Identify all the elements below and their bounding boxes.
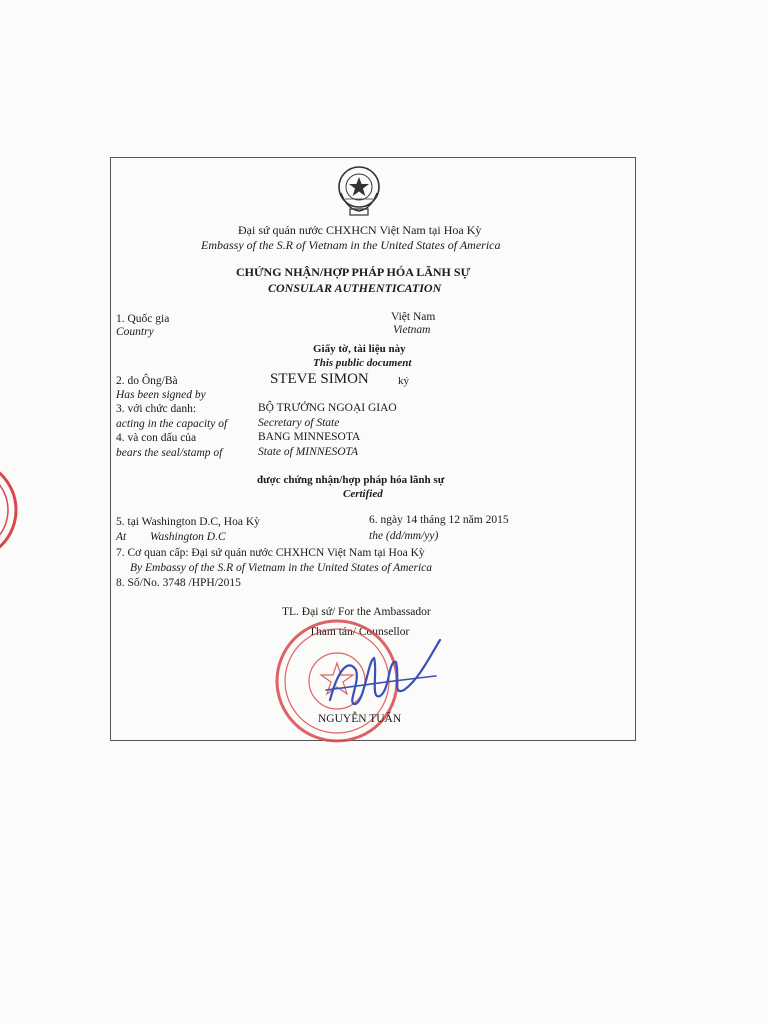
- capacity-label-vi: 3. với chức danh:: [116, 403, 197, 415]
- signer-name: STEVE SIMON: [270, 371, 369, 387]
- document-label-en: This public document: [313, 357, 412, 369]
- signed-by-label-en: Has been signed by: [116, 389, 206, 401]
- place-label-vi: 5. tại Washington D.C, Hoa Kỳ: [116, 516, 260, 528]
- for-ambassador: TL. Đại sứ/ For the Ambassador: [282, 606, 431, 618]
- title-en: CONSULAR AUTHENTICATION: [268, 281, 442, 295]
- signed-suffix: ký: [398, 375, 409, 387]
- signature-scribble: [308, 630, 448, 720]
- seal-label-vi: 4. và con dấu của: [116, 432, 197, 444]
- embassy-name-vi: Đại sứ quán nước CHXHCN Việt Nam tại Hoa Kỳ: [238, 223, 482, 237]
- national-emblem-icon: [333, 163, 385, 219]
- document-number: 8. Số/No. 3748 /HPH/2015: [116, 577, 241, 589]
- signatory-name: NGUYỄN TUẤN: [318, 713, 402, 725]
- date-label-vi: 6. ngày 14 tháng 12 năm 2015: [369, 514, 509, 526]
- signed-by-label-vi: 2. do Ông/Bà: [116, 375, 178, 387]
- title-vi: CHỨNG NHẬN/HỢP PHÁP HÓA LÃNH SỰ: [236, 265, 471, 279]
- capacity-label-en: acting in the capacity of: [116, 418, 228, 430]
- counsellor-title: Tham tán/ Counsellor: [309, 626, 410, 638]
- place-at-label: At: [116, 531, 127, 543]
- seal-label-en: bears the seal/stamp of: [116, 447, 223, 459]
- seal-value-en: State of MINNESOTA: [258, 446, 359, 458]
- country-label-en: Country: [116, 326, 154, 338]
- country-value-vi: Việt Nam: [391, 311, 436, 323]
- embassy-name-en: Embassy of the S.R of Vietnam in the United States of America: [201, 238, 501, 252]
- issuer-label-en: By Embassy of the S.R of Vietnam in the United States of America: [130, 562, 433, 574]
- document-label-vi: Giấy tờ, tài liệu này: [313, 343, 406, 355]
- country-label-vi: 1. Quốc gia: [116, 313, 170, 325]
- capacity-value-vi: BỘ TRƯỞNG NGOẠI GIAO: [258, 402, 397, 414]
- capacity-value-en: Secretary of State: [258, 417, 340, 429]
- left-edge-seal-icon: [0, 455, 20, 565]
- date-label-en: the (dd/mm/yy): [369, 530, 439, 542]
- seal-value-vi: BANG MINNESOTA: [258, 431, 361, 443]
- certified-label-vi: được chứng nhận/hợp pháp hóa lãnh sự: [257, 474, 445, 486]
- place-at-value: Washington D.C: [150, 531, 226, 543]
- certified-label-en: Certified: [343, 488, 383, 500]
- issuer-label-vi: 7. Cơ quan cấp: Đại sứ quán nước CHXHCN Việt Nam tại Hoa Kỳ: [116, 547, 425, 559]
- country-value-en: Vietnam: [393, 324, 431, 336]
